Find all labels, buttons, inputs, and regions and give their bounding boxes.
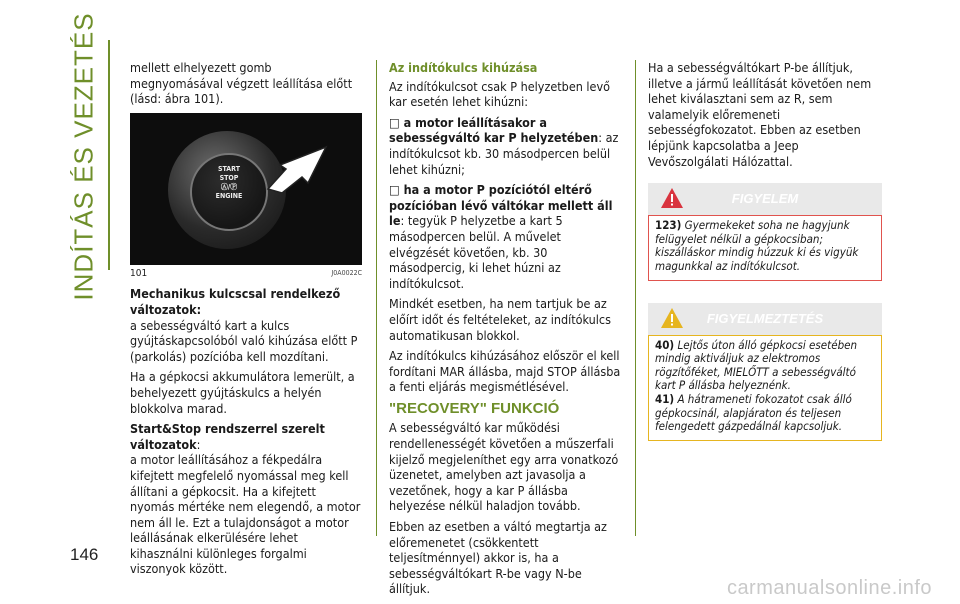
column-divider [635,60,636,536]
button-label: START STOP Ⓐ/Ⓟ ENGINE [215,164,243,200]
page-number: 146 [70,545,99,564]
subheading: Az indítókulcs kihúzása [389,60,538,75]
bullet-item: □ a motor leállításakor a sebességváltó kar P helyzetében: az indítókulcsot kb. 30 másodpercen belül lehet kihúzni; [389,115,621,177]
paragraph: Ha a sebességváltókart P-be állítjuk, illetve a jármű leállítását követően nem lehet kiválasztani sem az R, sem valamelyik előremeneti sebességfokozatot. Ebben az esetben lépjünk kapcsolatba a Jeep Vevőszolgálati Hálózattal. [648,60,872,169]
paragraph: mellett elhelyezett gomb megnyomásával végzett leállítása előtt (lásd: ábra 101). [130,60,353,107]
section-heading: "RECOVERY" FUNKCIÓ [389,399,560,417]
figure-start-stop-button [130,113,362,265]
paragraph: Ha a gépkocsi akkumulátora lemerült, a behelyezett gyújtáskulcs a helyén blokkolva marad. [130,369,355,416]
paragraph: Az indítókulcsot csak P helyzetben levő kar esetén lehet kihúzni: [389,78,611,110]
column-divider [376,60,377,536]
column-2 [389,60,621,602]
bullet-item: □ ha a motor P pozíciótól eltérő pozícióban lévő váltókar mellett áll le: tegyük P helyzetbe a kart 5 másodpercen belül. A művelet elvégzését követően, kb. 30 másodpercig, ki lehet húzni az indítókulcsot. [389,182,621,291]
caution-body: 40) Lejtős úton álló gépkocsi esetében mindig aktiváljuk az elektromos rögzítőféket, MIELŐTT a sebességváltó kart P állásba helyeznénk. 41) A hátrameneti fokozatot csak álló gépkocsinál, alapjáraton és teljesen felengedett gázpedálnál kapcsoljuk. [648,335,882,441]
column-3 [648,60,882,441]
warning-triangle-icon [660,187,684,209]
paragraph: Az indítókulcs kihúzásához először el kell fordítani MAR állásba, majd STOP állásba a fenti eljárás megismétlésével. [389,348,621,395]
section-title-text: INDÍTÁS ÉS VEZETÉS [68,11,99,301]
pointer-arrow-icon [264,143,330,193]
subheading: Start&Stop rendszerrel szerelt változatok: [130,421,325,452]
caution-title-bar [648,303,882,335]
warning-box [648,183,882,280]
column-1 [130,60,362,582]
paragraph: Ebben az esetben a váltó megtartja az előremenetet (csökkentett teljesítménnyel) akkor is, ha a sebességváltókart R-be vagy N-be állítjuk. [389,519,607,597]
caution-title: FIGYELMEZTETÉS [706,310,824,326]
figure-caption [130,266,362,282]
caution-box [648,303,882,441]
warning-body: 123) Gyermekeket soha ne hagyjunk felügyelet nélkül a gépkocsiban; kiszálláskor mindig húzzuk ki és vigyük magunkkal az indítókulcsot. [648,215,882,280]
warning-title: FIGYELEM [731,191,799,207]
section-title [62,11,106,301]
subheading: Mechanikus kulcscsal rendelkező változatok: [130,286,341,317]
caution-triangle-icon [660,307,684,329]
figure-number: 101 [130,267,148,279]
paragraph: A sebességváltó kar működési rendellenességét követően a műszerfali kijelző megjeleníthet egy arra vonatkozó üzenetet, amelyben azt javasolja a vezetőnek, hogy a kar P állásba helyezése nélkül haladjon tovább. [389,420,619,514]
paragraph: a sebességváltó kart a kulcs gyújtáskapcsolóból való kihúzása előtt P (parkolás) pozícióba kell mozdítani. [130,317,358,364]
paragraph: Mindkét esetben, ha nem tartjuk be az előírt időt és feltételeket, az indítókulcs automatikusan blokkol. [389,296,611,343]
watermark: carmanualsonline.info [726,577,932,599]
figure-code: J0A0022C [331,268,362,277]
paragraph: a motor leállításához a fékpedálra kifejtett megfelelő nyomással meg kell állítani a gépkocsit. Ha a kifejtett nyomás mértéke nem elegendő, a motor nem áll le. Ezt a tulajdonságot a motor leállásának elkerülésére lehet kihasználni különleges forgalmi viszonyok között. [130,452,361,577]
warning-title-bar [648,183,882,215]
section-divider [108,40,110,270]
